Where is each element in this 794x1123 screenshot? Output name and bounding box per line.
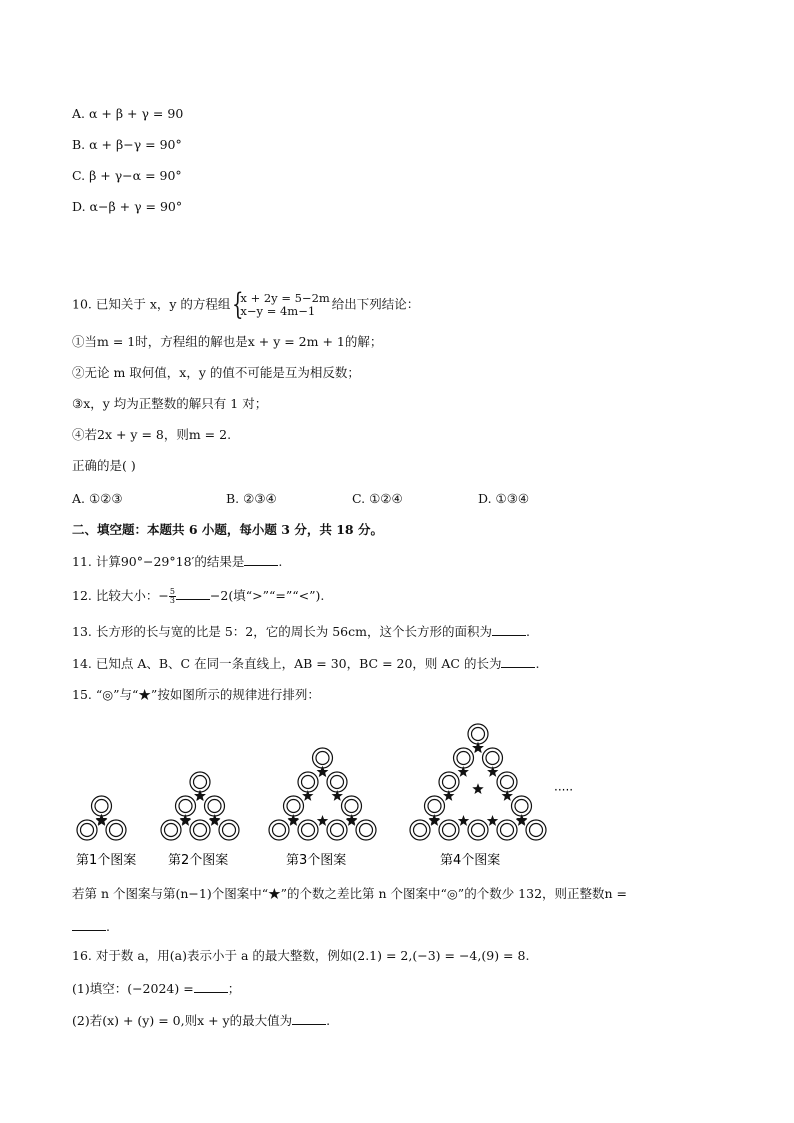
q12-rest: −2(填“>”“=”“<”).: [209, 588, 325, 603]
double-circle: [410, 820, 430, 840]
double-circle: [468, 820, 488, 840]
double-circle: [161, 820, 181, 840]
caption-1: 第1个图案: [76, 853, 137, 868]
double-circle: [439, 820, 459, 840]
double-circle: [106, 820, 126, 840]
section-2-pre: 二、填空题：本题共: [72, 522, 189, 537]
q10-suffix: 给出下列结论：: [331, 296, 420, 312]
q13-end: .: [525, 624, 530, 639]
star: [317, 815, 328, 826]
fraction-denominator: 3: [169, 596, 175, 605]
q15-ask: 若第 n 个图案与第(n−1)个图案中“★”的个数之差比第 n 个图案中“◎”的个数少 132，则正整数n =: [72, 886, 628, 901]
equation-2: x−y = 4m−1: [240, 304, 316, 318]
double-circle: [219, 820, 239, 840]
q11-text: 11. 计算90°−29°18′的结果是: [72, 554, 245, 569]
q11-end: .: [278, 554, 283, 569]
q16-part-2: [72, 1012, 330, 1029]
q10-option-b: B. ②③④: [226, 491, 277, 506]
equation-1: x + 2y = 5−2m: [240, 291, 330, 305]
q10-statement-1: ①当m = 1时，方程组的解也是x + y = 2m + 1的解；: [72, 334, 383, 349]
q16-part-2-end: .: [326, 1013, 331, 1028]
q16-part-1: [72, 980, 240, 997]
q10-option-a: A. ①②③: [72, 491, 123, 506]
q9-option-a: A. α + β + γ = 90: [72, 106, 184, 121]
q12-text: 12. 比较大小：−: [72, 588, 169, 603]
q9-option-b: B. α + β−γ = 90°: [72, 137, 182, 152]
double-circle: [92, 796, 112, 816]
double-circle: [298, 772, 318, 792]
q10-prefix: 10. 已知关于 x，y 的方程组: [72, 296, 231, 312]
section-2-count: 6: [188, 522, 198, 537]
double-circle: [205, 796, 225, 816]
equation-system: [232, 287, 330, 322]
double-circle: [284, 796, 304, 816]
double-circle: [176, 796, 196, 816]
answer-blank[interactable]: [492, 623, 526, 636]
q15-answer: [72, 918, 110, 935]
q13: [72, 623, 530, 640]
star: [458, 815, 469, 826]
double-circle: [190, 772, 210, 792]
double-circle: [483, 748, 503, 768]
double-circle: [454, 748, 474, 768]
double-circle: [342, 796, 362, 816]
q9-option-c: C. β + γ−α = 90°: [72, 168, 182, 183]
pattern-figure: [70, 712, 590, 872]
star: [487, 815, 498, 826]
double-circle: [526, 820, 546, 840]
caption-4: 第4个图案: [440, 853, 501, 868]
caption-3: 第3个图案: [286, 853, 347, 868]
fraction: [169, 588, 176, 605]
section-2-post: 分。: [353, 522, 383, 537]
q16-part-1-text: (1)填空：(−2024) =: [72, 981, 194, 996]
q10-statement-2: ②无论 m 取何值，x，y 的值不可能是互为相反数；: [72, 365, 360, 380]
section-2-total: 18: [336, 522, 354, 537]
q9-option-d: D. α−β + γ = 90°: [72, 199, 183, 214]
answer-blank[interactable]: [194, 980, 228, 993]
double-circle: [497, 820, 517, 840]
q11: [72, 553, 282, 570]
double-circle: [497, 772, 517, 792]
q14: [72, 655, 539, 672]
double-circle: [327, 820, 347, 840]
star: [472, 783, 483, 794]
double-circle: [77, 820, 97, 840]
ellipsis: ·····: [554, 783, 574, 797]
q14-end: .: [535, 656, 540, 671]
q10-option-d: D. ①③④: [478, 491, 530, 506]
caption-2: 第2个图案: [168, 853, 229, 868]
double-circle: [356, 820, 376, 840]
answer-blank[interactable]: [244, 553, 278, 566]
q10-stem: [72, 287, 420, 322]
double-circle: [512, 796, 532, 816]
section-2-heading: [72, 522, 383, 538]
answer-blank[interactable]: [176, 587, 210, 600]
q10-statement-4: ④若2x + y = 8，则m = 2.: [72, 427, 232, 442]
section-2-mid1: 小题，每小题: [197, 522, 282, 537]
double-circle: [327, 772, 347, 792]
q15-stem: 15. “◎”与“★”按如图所示的规律进行排列：: [72, 687, 320, 702]
double-circle: [425, 796, 445, 816]
double-circle: [313, 748, 333, 768]
section-2-mid2: 分，共: [289, 522, 337, 537]
q16-part-2-text: (2)若(x) + (y) = 0,则x + y的最大值为: [72, 1013, 293, 1028]
section-2-points-each: 3: [281, 522, 290, 537]
q10-statement-3: ③x，y 均为正整数的解只有 1 对；: [72, 396, 268, 411]
answer-blank[interactable]: [501, 655, 535, 668]
fraction-numerator: 5: [169, 587, 175, 596]
double-circle: [269, 820, 289, 840]
brace: {: [232, 287, 244, 322]
q14-text: 14. 已知点 A、B、C 在同一条直线上，AB = 30，BC = 20，则 AC 的长为: [72, 656, 502, 671]
q16-stem: 16. 对于数 a，用(a)表示小于 a 的最大整数，例如(2.1) = 2,(−3) = −4,(9) = 8.: [72, 948, 530, 963]
double-circle: [439, 772, 459, 792]
double-circle: [298, 820, 318, 840]
q10-option-c: C. ①②④: [352, 491, 403, 506]
q13-text: 13. 长方形的长与宽的比是 5：2，它的周长为 56cm，这个长方形的面积为: [72, 624, 492, 639]
double-circle: [468, 724, 488, 744]
q12: [72, 587, 324, 605]
q10-ask: 正确的是( ): [72, 458, 136, 473]
double-circle: [190, 820, 210, 840]
q16-part-1-end: ；: [227, 981, 241, 996]
q15-end: .: [106, 919, 110, 934]
answer-blank[interactable]: [72, 918, 106, 931]
answer-blank[interactable]: [292, 1012, 326, 1025]
